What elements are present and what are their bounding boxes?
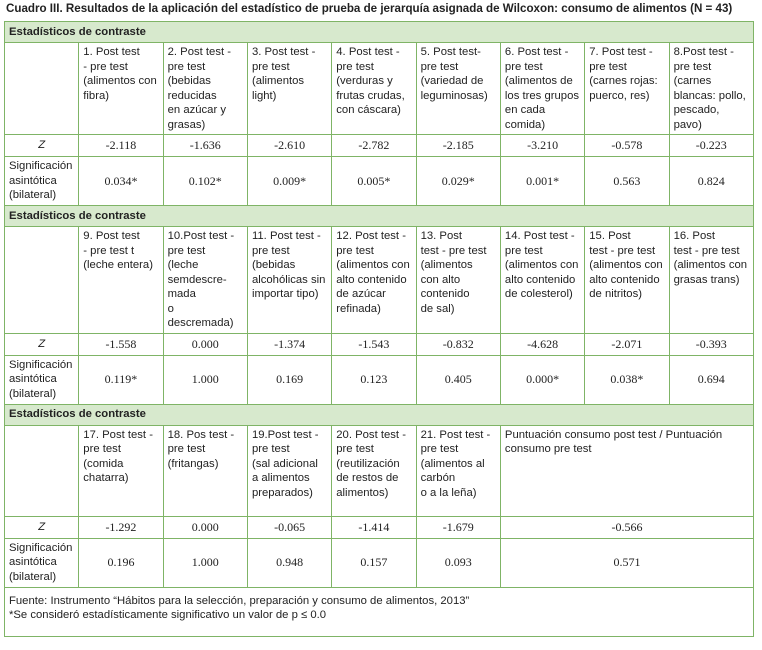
column-header: 19.Post test - pre test (sal adicional a alimentos preparados) (247, 425, 331, 516)
row-label-significance: Significación asintótica (bilateral) (5, 157, 79, 206)
row-label-z: Z (5, 333, 79, 355)
z-value: -1.292 (79, 516, 163, 538)
section-header-row (5, 404, 754, 425)
column-header: 6. Post test - pre test (alimentos de los tres grupos en cada comida) (500, 43, 584, 135)
table-row (5, 157, 754, 206)
column-header: 2. Post test - pre test (bebidas reducidas en azúcar y grasas) (163, 43, 247, 135)
column-header: Puntuación consumo post test / Puntuación consumo pre test (500, 425, 753, 516)
significance-value: 0.563 (585, 157, 669, 206)
significance-value: 0.571 (500, 538, 753, 587)
row-label-z: Z (5, 135, 79, 157)
z-value: -1.558 (79, 333, 163, 355)
table-footer (5, 587, 754, 636)
section-title: Estadísticos de contraste (5, 404, 754, 425)
column-header: 20. Post test - pre test (reutilización de restos de alimentos) (332, 425, 416, 516)
column-header: 17. Post test - pre test (comida chatarra) (79, 425, 163, 516)
footer-row (5, 587, 754, 636)
table-row (5, 227, 754, 334)
column-header: 13. Post test - pre test (alimentos con alto contenido de sal) (416, 227, 500, 334)
column-header: 5. Post test- pre test (variedad de leguminosas) (416, 43, 500, 135)
z-value: -2.071 (585, 333, 669, 355)
significance-value: 0.029* (416, 157, 500, 206)
significance-value: 0.119* (79, 355, 163, 404)
significance-value: 0.157 (332, 538, 416, 587)
significance-value: 0.694 (669, 355, 753, 404)
column-header: 10.Post test - pre test (leche semdescre- mada o descremada) (163, 227, 247, 334)
table-row (5, 516, 754, 538)
column-header: 11. Post test - pre test (bebidas alcohólicas sin importar tipo) (247, 227, 331, 334)
source-note: Fuente: Instrumento “Hábitos para la selección, preparación y consumo de alimentos, 2013” (9, 594, 470, 607)
column-header: 12. Post test - pre test (alimentos con alto contenido de azúcar refinada) (332, 227, 416, 334)
column-header: 4. Post test - pre test (verduras y frutas crudas, con cáscara) (332, 43, 416, 135)
table-row (5, 135, 754, 157)
column-header: 21. Post test - pre test (alimentos al carbón o a la leña) (416, 425, 500, 516)
z-value: -0.578 (585, 135, 669, 157)
significance-value: 0.102* (163, 157, 247, 206)
significance-value: 0.169 (247, 355, 331, 404)
significance-value: 0.000* (500, 355, 584, 404)
z-value: -0.223 (669, 135, 753, 157)
significance-value: 0.093 (416, 538, 500, 587)
z-value: -3.210 (500, 135, 584, 157)
z-value: -2.185 (416, 135, 500, 157)
significance-value: 0.824 (669, 157, 753, 206)
z-value: -1.636 (163, 135, 247, 157)
significance-value: 0.405 (416, 355, 500, 404)
significance-value: 0.196 (79, 538, 163, 587)
z-value: -0.566 (500, 516, 753, 538)
significance-value: 0.038* (585, 355, 669, 404)
z-value: -1.679 (416, 516, 500, 538)
column-header: 8.Post test - pre test (carnes blancas: pollo, pescado, pavo) (669, 43, 753, 135)
significance-value: 0.009* (247, 157, 331, 206)
column-header: 1. Post test - pre test (alimentos con fibra) (79, 43, 163, 135)
table-row (5, 355, 754, 404)
significance-value: 0.001* (500, 157, 584, 206)
significance-value: 1.000 (163, 355, 247, 404)
table-row (5, 43, 754, 135)
z-value: 0.000 (163, 333, 247, 355)
z-value: -1.414 (332, 516, 416, 538)
row-label-significance: Significación asintótica (bilateral) (5, 538, 79, 587)
row-label-z: Z (5, 516, 79, 538)
z-value: -1.543 (332, 333, 416, 355)
column-header: 3. Post test - pre test (alimentos light) (247, 43, 331, 135)
column-header: 14. Post test - pre test (alimentos con alto contenido de colesterol) (500, 227, 584, 334)
significance-value: 1.000 (163, 538, 247, 587)
table-row (5, 425, 754, 516)
empty-cell (5, 227, 79, 334)
z-value: -0.065 (247, 516, 331, 538)
row-label-significance: Significación asintótica (bilateral) (5, 355, 79, 404)
significance-value: 0.948 (247, 538, 331, 587)
section-header-row (5, 206, 754, 227)
z-value: -2.610 (247, 135, 331, 157)
z-value: -2.118 (79, 135, 163, 157)
empty-cell (5, 425, 79, 516)
significance-value: 0.005* (332, 157, 416, 206)
column-header: 9. Post test - pre test t (leche entera) (79, 227, 163, 334)
section-header-row (5, 22, 754, 43)
wilcoxon-results-table (4, 21, 754, 637)
z-value: -4.628 (500, 333, 584, 355)
empty-cell (5, 43, 79, 135)
z-value: -0.832 (416, 333, 500, 355)
column-header: 7. Post test - pre test (carnes rojas: puerco, res) (585, 43, 669, 135)
column-header: 18. Pos test - pre test (fritangas) (163, 425, 247, 516)
significance-value: 0.123 (332, 355, 416, 404)
significance-value: 0.034* (79, 157, 163, 206)
column-header: 15. Post test - pre test (alimentos con alto contenido de nitritos) (585, 227, 669, 334)
section-title: Estadísticos de contraste (5, 22, 754, 43)
table-caption: Cuadro III. Resultados de la aplicación del estadístico de prueba de jerarquía asignada de Wilcoxon: consumo de alimentos (N = 43) (6, 2, 733, 15)
z-value: -0.393 (669, 333, 753, 355)
table-row (5, 333, 754, 355)
section-title: Estadísticos de contraste (5, 206, 754, 227)
z-value: 0.000 (163, 516, 247, 538)
column-header: 16. Post test - pre test (alimentos con grasas trans) (669, 227, 753, 334)
z-value: -1.374 (247, 333, 331, 355)
table-row (5, 538, 754, 587)
z-value: -2.782 (332, 135, 416, 157)
significance-note: *Se consideró estadísticamente significativo un valor de p ≤ 0.0 (9, 609, 327, 621)
